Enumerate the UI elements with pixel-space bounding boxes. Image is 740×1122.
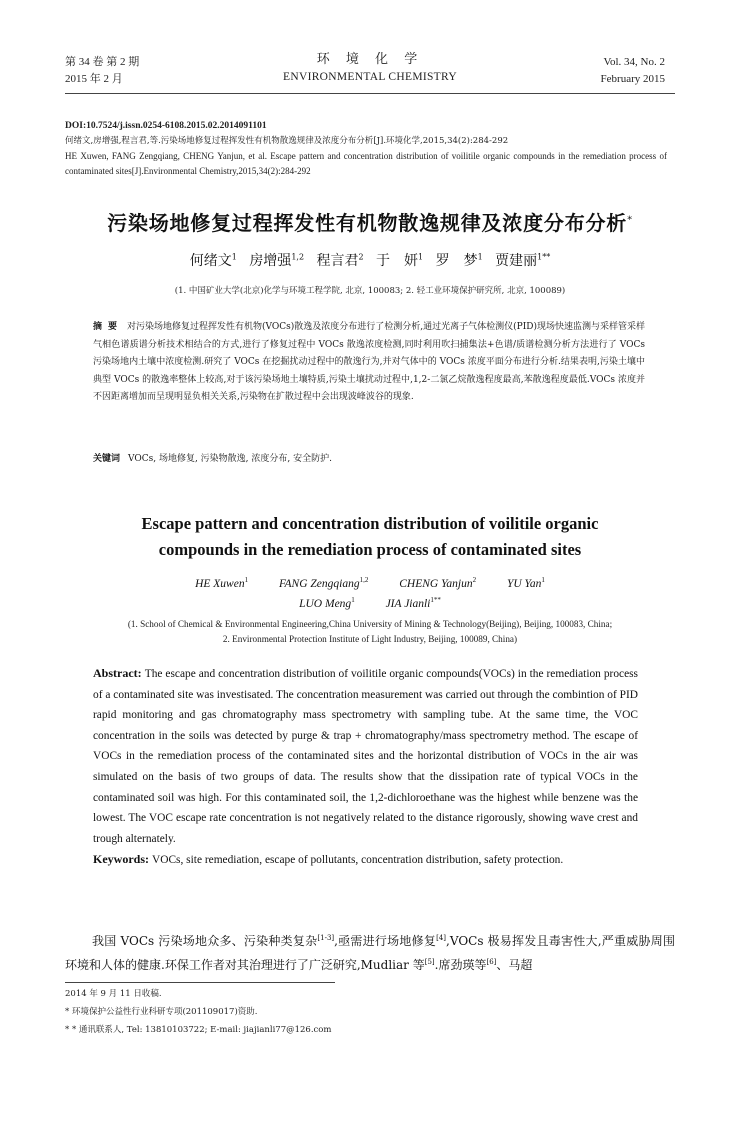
abstract-en-label: Abstract (93, 666, 138, 680)
keywords-en-label: Keywords (93, 852, 145, 867)
doi-link[interactable]: DOI:10.7524/j.issn.0254-6108.2015.02.2014091101 (65, 121, 267, 131)
affiliation-en (60, 617, 680, 647)
reference-link[interactable]: [1-3] (317, 934, 335, 942)
abstract-en-text: The escape and concentration distribution of voilitile organic compounds(VOCs) in the remediation process of a contaminated site was investisated. The concentration measurement was carried out through the combintion of PID rapid monitoring and gas chromatography mass spectrometry with sampling tube. At the same time, the VOC concentration in the soils was detected by purge & trap + chromatography/mass spectrometry method. The escape of VOCs in the remediation process of the contaminated sites and the horizontal distribution of VOCs in the air was simulated on the basis of two groups of data. The results show that the dissipation rate of typical VOCs in the contaminated soil was high. For this contaminated soil, the 1,2-dichloroethane was the highest while benzene was the lowest. The VOC escape rate concentration is not negatively related to the distance rigorously, showing wave crest and trough alternately. (93, 668, 638, 845)
abstract-cn (93, 319, 645, 407)
footnote-rule (65, 982, 335, 983)
volume-issue-line: 第 34 卷 第 2 期 (65, 56, 140, 68)
footnote-received: 2014 年 9 月 11 日收稿. (65, 989, 162, 999)
author-en: HE Xuwen$^1$ (195, 576, 249, 590)
keywords-en-text: VOCs, site remediation, escape of pollutants, concentration distribution, safety protection. (152, 854, 564, 867)
abstract-en-paragraph: Abstract: The escape and concentration distribution of voilitile organic compounds(VOCs) in the remediation process of a contaminated site was investisated. The concentration measurement was carried out through the combintion of PID rapid monitoring and gas chromatography mass spectrometry with sampling tube. At the same time, the VOC concentration in the soils was detected by purge & trap + chromatography/mass spectrometry method. The escape of VOCs in the remediation process of the contaminated sites and the horizontal distribution of VOCs in the air was simulated on the basis of two groups of data. The results show that the dissipation rate of typical VOCs in the contaminated soil was high. For this contaminated soil, the 1,2-dichloroethane was the highest while benzene was the lowest. The VOC escape rate concentration is not negatively related to the distance rigorously, showing wave crest and trough alternately. (93, 666, 638, 845)
title-footnote-mark: * (627, 214, 633, 226)
header-rule (65, 93, 675, 94)
reference-link[interactable]: [6] (486, 958, 497, 966)
author-list-cn (0, 250, 740, 270)
citation-en: HE Xuwen, FANG Zengqiang, CHENG Yanjun, et al. Escape pattern and concentration distribution of voilitile organic compounds in the remediation process of contaminated sites[J].Environmental Chemistry,2015,34(2):284-292 (65, 151, 667, 176)
month-year-en-line: February 2015 (600, 73, 665, 85)
keywords-cn-label: 关键词 (93, 454, 121, 464)
author-cn: 何绪文$^1$ (189, 252, 237, 269)
footnote-fund: * 环境保护公益性行业科研专项(201109017)资助. (65, 1007, 258, 1017)
author-cn: 贾建丽$^{1**}$ (495, 252, 551, 269)
author-list-en-row2 (0, 596, 740, 610)
paper-title-en (60, 511, 680, 563)
footnote-contact: * * 通讯联系人, Tel: 13810103722; E-mail: jiajianli77@126.com (65, 1025, 332, 1035)
keywords-en: Keywords: VOCs, site remediation, escape of pollutants, concentration distribution, safety protection. (93, 852, 564, 867)
title-en-line-1: Escape pattern and concentration distribution of voilitile organic (141, 514, 599, 533)
author-cn: 程言君$^2$ (316, 252, 364, 269)
reference-link[interactable]: [4] (436, 934, 447, 942)
author-cn: 房增强$^{1,2}$ (249, 252, 305, 269)
author-en: CHENG Yanjun$^2$ (399, 576, 477, 590)
abstract-cn-label: 摘要 (93, 322, 124, 332)
volume-issue-en-line: Vol. 34, No. 2 (603, 56, 665, 68)
affiliation-en-line-1: (1. School of Chemical & Environmental Engineering,China University of Mining & Technology(Beijing), Beijing, 100083, China; (127, 619, 613, 629)
author-list-en-row1 (0, 576, 740, 590)
author-cn: 于 妍$^1$ (376, 252, 424, 269)
journal-name-cn: 环 境 化 学 (316, 52, 424, 67)
paper-title-cn (0, 207, 740, 236)
title-cn-text: 污染场地修复过程挥发性有机物散逸规律及浓度分布分析 (107, 211, 628, 235)
journal-name-en: ENVIRONMENTAL CHEMISTRY (283, 71, 457, 83)
author-en: FANG Zengqiang$^{1,2}$ (278, 576, 369, 590)
abstract-cn-text: 对污染场地修复过程挥发性有机物(VOCs)散逸及浓度分布进行了检测分析,通过光离子气体检测仪(PID)现场快速监测与采样管采样气相色谱质谱分析技术相结合的方式,进行了修复过程中 VOCs 散逸浓度检测,同时利用吹扫捕集法+色谱/质谱检测分析方法进行了 VOCs 污染场地内土壤中浓度检测.研究了 VOCs 在挖掘扰动过程中的散逸行为,并对气体中的 VOCs 浓度平面分布进行分析.结果表明,污染土壤中典型 VOCs 的散逸率整体上较高,对于该污染场地土壤特质,污染土壤扰动过程中,1,2-二氯乙烷散逸程度最高,苯散逸程度最低.VOCs 浓度并不因距离增加而呈现明显负相关关系,污染物在扩散过程中会出现波峰波谷的现象. (93, 322, 645, 403)
author-en: JIA Jianli$^{1**}$ (385, 596, 441, 610)
affiliation-cn: (1. 中国矿业大学(北京)化学与环境工程学院, 北京, 100083; 2. 轻工业环境保护研究所, 北京, 100089) (174, 286, 566, 296)
reference-link[interactable]: [5] (424, 958, 435, 966)
author-en: LUO Meng$^1$ (299, 596, 355, 610)
keywords-cn (93, 451, 332, 464)
author-en: YU Yan$^1$ (506, 576, 545, 590)
citation-cn: 何绪文,房增强,程言君,等.污染场地修复过程挥发性有机物散逸规律及浓度分布分析[J].环境化学,2015,34(2):284-292 (65, 136, 509, 146)
keywords-cn-text: VOCs, 场地修复, 污染物散逸, 浓度分布, 安全防护. (128, 454, 332, 464)
abstract-en (93, 663, 638, 871)
affiliation-en-line-2: 2. Environmental Protection Institute of Light Industry, Beijing, 100089, China) (222, 634, 518, 644)
title-en-line-2: compounds in the remediation process of contaminated sites (158, 540, 582, 559)
journal-volume-issue-en (601, 54, 665, 88)
body-paragraph: 我国 VOCs 污染场地众多、污染种类复杂[1-3],亟需进行场地修复[4],VOCs 极易挥发且毒害性大,严重威胁周围环境和人体的健康.环保工作者对其治理进行了广泛研究,Mudliar 等[5].席劲瑛等[6]、马超 (65, 934, 675, 972)
author-cn: 罗 梦$^1$ (435, 252, 483, 269)
citation-block (65, 119, 667, 179)
year-month-line: 2015 年 2 月 (65, 73, 123, 85)
